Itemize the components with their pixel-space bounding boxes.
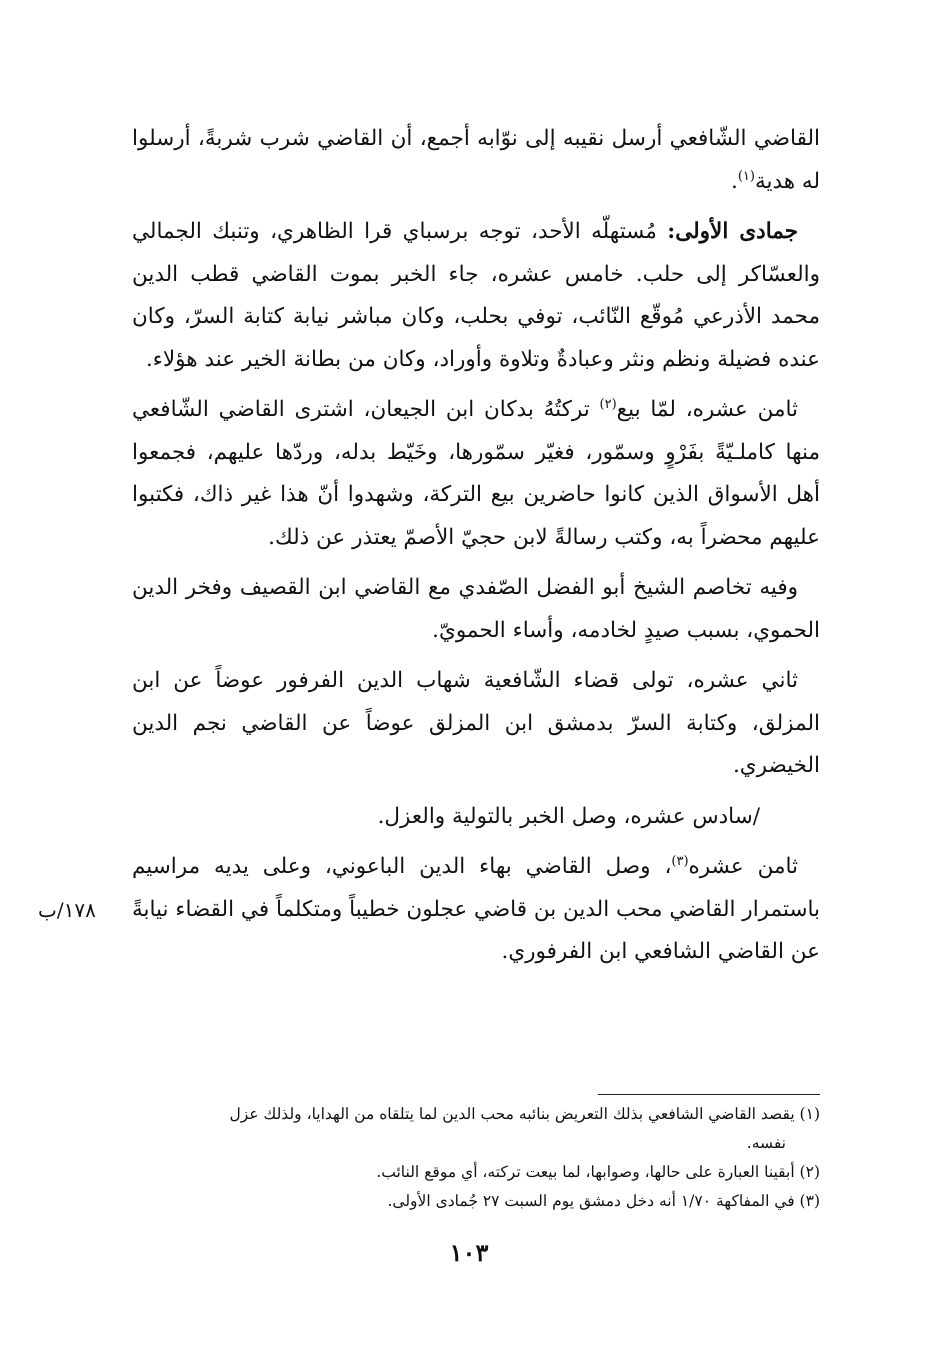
footnote-3: (٣) في المفاكهة ١/٧٠ أنه دخل دمشق يوم السبت ٢٧ جُمادى الأولى. [387,1192,820,1210]
paragraph-3-text-a: ثامن عشره، لمّا بيع [616,397,798,422]
section-heading-jumada: جمادى الأولى: [667,219,798,244]
paragraph-6: /سادس عشره، وصل الخبر بالتولية والعزل. [377,803,760,829]
footnote-ref-1: (١) [737,168,755,184]
paragraph-7-text-a: ثامن عشره [688,854,798,879]
paragraph-7 [132,846,820,974]
footnote-ref-3: (٣) [671,853,689,869]
paragraph-2 [132,211,820,381]
footnote-2: (٢) أبقينا العبارة على حالها، وصوابها، لما بيعت تركته، أي موقع النائب. [376,1163,820,1181]
footnote-divider [598,1094,820,1095]
footnote-1-continuation: نفسه. [746,1134,786,1152]
footnote-1: (١) يقصد القاضي الشافعي بذلك التعريض بنائبه محب الدين لما يتلقاه من الهدايا، ولذلك عزل [229,1105,820,1123]
paragraph-7-text-b: ، وصل القاضي بهاء الدين الباعوني، وعلى يديه مراسيم باستمرار القاضي محب الدين بن قاضي عجلون خطيباً ومتكلماً في القضاء نيابةً عن القاضي الشافعي ابن الفرفوري. [132,854,820,964]
manuscript-folio-note: ١٧٨/ب [38,898,96,922]
paragraph-4: وفيه تخاصم الشيخ أبو الفضل الصّفدي مع القاضي ابن القصيف وفخر الدين الحموي، بسبب صيدٍ لخادمه، وأساء الحمويّ. [132,575,820,643]
paragraph-2-text: مُستهلّه الأحد، توجه برسباي قرا الظاهري، وتنبك الجمالي والعسّاكر إلى حلب. خامس عشره، جاء الخبر بموت القاضي قطب الدين محمد الأذرعي مُوقّع النّائب، توفي بحلب، وكان مباشر نيابة كتابة السرّ، وكان عنده فضيلة ونظم ونثر وعبادةٌ وتلاوة وأوراد، وكان من بطانة الخير عند هؤلاء. [132,219,820,372]
paragraph-1-text: القاضي الشّافعي أرسل نقيبه إلى نوّابه أجمع، أن القاضي شرب شربةً، أرسلوا له هدية [132,126,820,194]
paragraph-1-end: . [730,168,738,194]
main-text [132,118,820,982]
page-number: ١٠٣ [449,1238,489,1267]
paragraph-3 [132,389,820,559]
paragraph-3-text-b: تركتُهُ بدكان ابن الجيعان، اشترى القاضي الشّافعي منها كاملـيّةً بفَرْوٍ وسمّور، فغيّر سمّورها، وخَيّط بدله، وردّها عليهم، فجمعوا أهل الأسواق الذين كانوا حاضرين بيع التركة، وشهدوا أنّ هذا غير ذاك، فكتبوا عليهم محضراً به، وكتب رسالةً لابن حجيّ الأصمّ يعتذر عن ذلك. [132,397,820,550]
paragraph-1 [132,118,820,203]
footnotes [132,1100,820,1216]
paragraph-5: ثاني عشره، تولى قضاء الشّافعية شهاب الدين الفرفور عوضاً عن ابن المزلق، وكتابة السرّ بدمشق ابن المزلق عوضاً عن القاضي نجم الدين الخيضري. [132,668,820,778]
footnote-ref-2: (٢) [599,396,617,412]
